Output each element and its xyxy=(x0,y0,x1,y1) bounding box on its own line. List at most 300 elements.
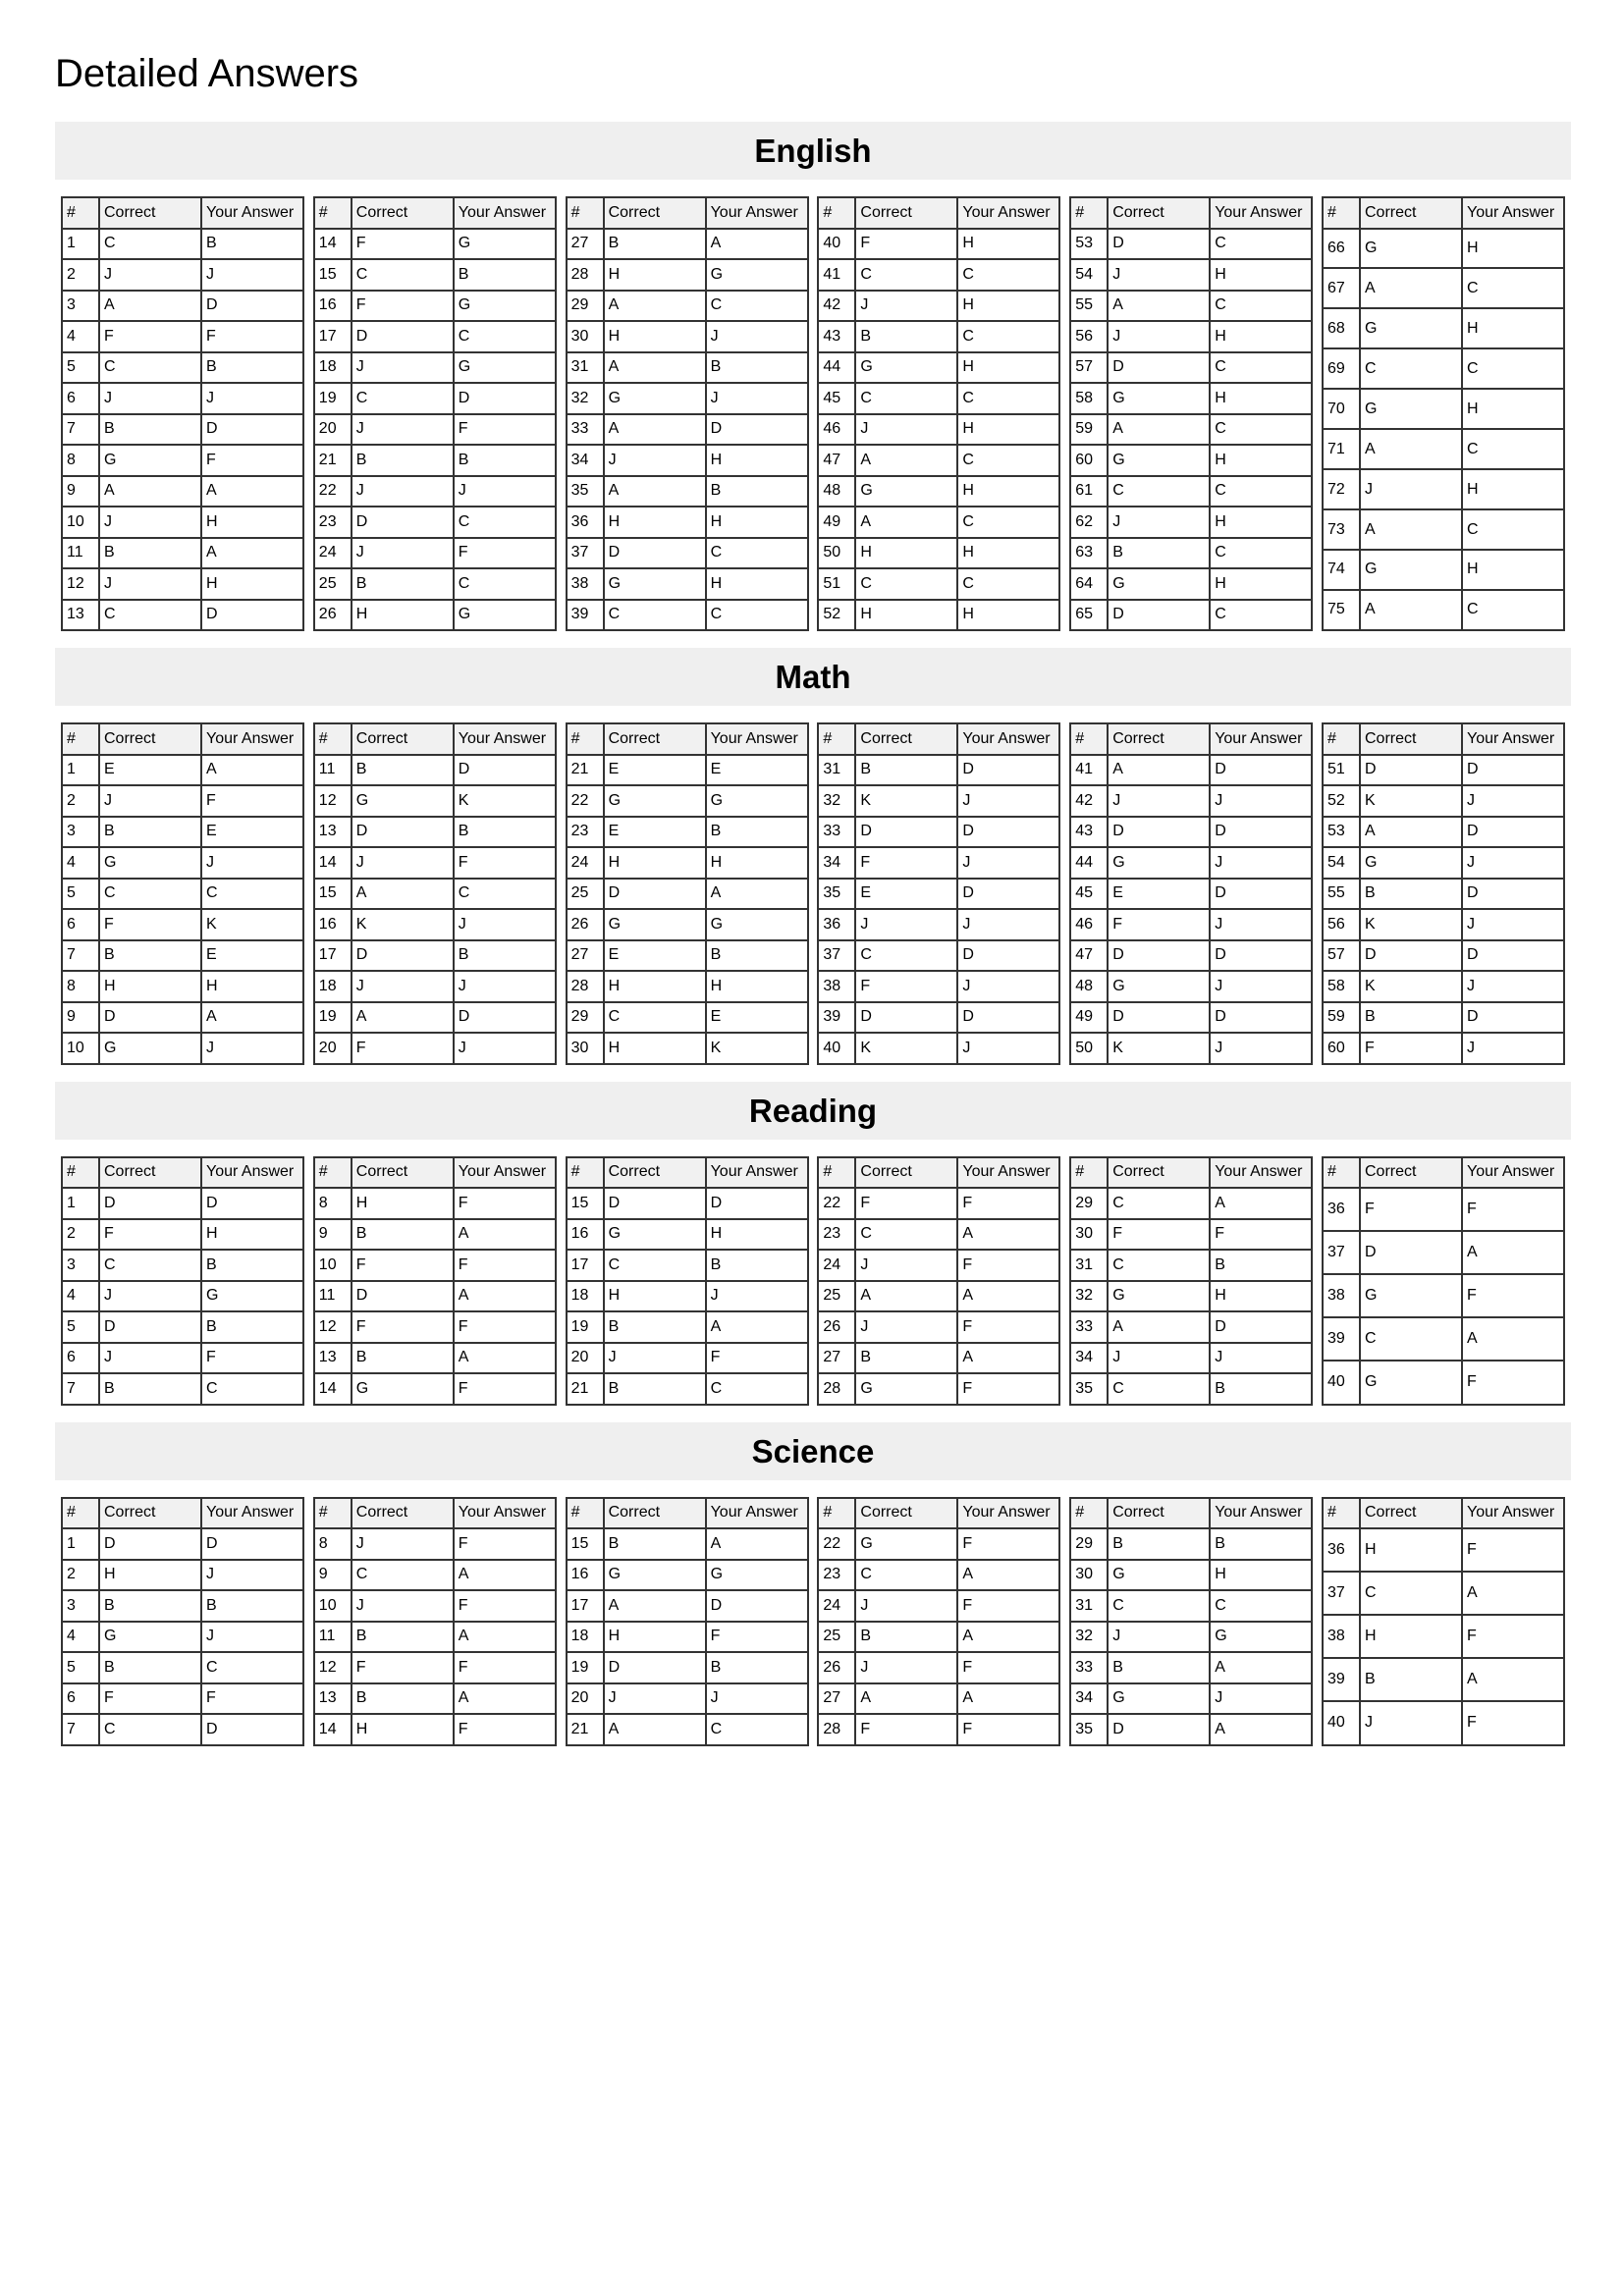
question-number: 37 xyxy=(1323,1572,1360,1615)
your-answer: J xyxy=(1210,1683,1312,1715)
question-number: 14 xyxy=(314,847,352,879)
table-row xyxy=(1070,1714,1312,1745)
your-answer: C xyxy=(706,1373,808,1405)
correct-answer: D xyxy=(604,1652,706,1683)
correct-answer: H xyxy=(604,971,706,1002)
correct-answer: J xyxy=(855,1250,957,1281)
your-answer: H xyxy=(1210,383,1312,414)
your-answer: F xyxy=(957,1373,1059,1405)
table-row xyxy=(818,445,1059,476)
column-header-correct: Correct xyxy=(604,723,706,755)
question-number: 51 xyxy=(818,568,855,600)
correct-answer: G xyxy=(99,1622,201,1653)
your-answer: J xyxy=(454,476,556,507)
table-row xyxy=(1070,476,1312,507)
correct-answer: F xyxy=(1360,1033,1462,1064)
column-header-correct: Correct xyxy=(1108,197,1210,229)
question-number: 7 xyxy=(62,414,99,446)
correct-answer: J xyxy=(1108,259,1210,291)
your-answer: J xyxy=(706,1683,808,1715)
your-answer: C xyxy=(1210,414,1312,446)
table-row xyxy=(314,940,556,972)
your-answer: C xyxy=(1210,600,1312,631)
correct-answer: J xyxy=(352,476,454,507)
your-answer: F xyxy=(1462,1188,1564,1231)
table-row xyxy=(818,785,1059,817)
your-answer: G xyxy=(454,291,556,322)
your-answer: G xyxy=(706,1560,808,1591)
correct-answer: K xyxy=(1360,971,1462,1002)
correct-answer: G xyxy=(604,568,706,600)
table-row xyxy=(62,568,303,600)
table-row xyxy=(314,229,556,260)
table-header-row xyxy=(1070,197,1312,229)
your-answer: J xyxy=(1462,1033,1564,1064)
correct-answer: A xyxy=(352,1002,454,1034)
answer-table xyxy=(61,722,304,1065)
column-header-number: # xyxy=(1323,197,1360,229)
correct-answer: B xyxy=(99,940,201,972)
question-number: 56 xyxy=(1323,909,1360,940)
table-row xyxy=(62,1250,303,1281)
question-number: 18 xyxy=(567,1622,604,1653)
correct-answer: J xyxy=(855,291,957,322)
correct-answer: J xyxy=(99,785,201,817)
question-number: 34 xyxy=(818,847,855,879)
your-answer: D xyxy=(1210,1311,1312,1343)
table-row xyxy=(62,879,303,910)
column-header-correct: Correct xyxy=(855,1498,957,1529)
your-answer: D xyxy=(957,755,1059,786)
question-number: 36 xyxy=(567,507,604,538)
table-row xyxy=(818,879,1059,910)
correct-answer: G xyxy=(1108,568,1210,600)
question-number: 43 xyxy=(818,321,855,352)
table-row xyxy=(62,1311,303,1343)
correct-answer: D xyxy=(604,1188,706,1219)
your-answer: C xyxy=(454,568,556,600)
table-row xyxy=(314,352,556,384)
correct-answer: H xyxy=(604,321,706,352)
table-row xyxy=(818,229,1059,260)
correct-answer: G xyxy=(1360,229,1462,269)
your-answer: D xyxy=(1210,879,1312,910)
your-answer: A xyxy=(454,1622,556,1653)
question-number: 11 xyxy=(314,755,352,786)
correct-answer: D xyxy=(604,879,706,910)
question-number: 48 xyxy=(1070,971,1108,1002)
table-row xyxy=(62,1281,303,1312)
correct-answer: J xyxy=(604,445,706,476)
correct-answer: F xyxy=(1108,1219,1210,1251)
correct-answer: E xyxy=(99,755,201,786)
question-number: 4 xyxy=(62,321,99,352)
your-answer: A xyxy=(706,879,808,910)
correct-answer: D xyxy=(99,1188,201,1219)
your-answer: H xyxy=(706,445,808,476)
column-header-correct: Correct xyxy=(604,1498,706,1529)
correct-answer: B xyxy=(1108,1652,1210,1683)
question-number: 1 xyxy=(62,229,99,260)
table-row xyxy=(314,1590,556,1622)
your-answer: B xyxy=(201,352,303,384)
your-answer: J xyxy=(957,785,1059,817)
table-row xyxy=(567,1622,808,1653)
table-row xyxy=(818,259,1059,291)
your-answer: C xyxy=(454,879,556,910)
your-answer: F xyxy=(1462,1701,1564,1744)
table-row xyxy=(62,755,303,786)
your-answer: D xyxy=(957,817,1059,848)
your-answer: A xyxy=(957,1281,1059,1312)
your-answer: F xyxy=(957,1311,1059,1343)
table-row xyxy=(1323,1528,1564,1572)
table-row xyxy=(62,1683,303,1715)
correct-answer: C xyxy=(604,1002,706,1034)
your-answer: D xyxy=(201,1188,303,1219)
question-number: 16 xyxy=(314,909,352,940)
correct-answer: G xyxy=(604,383,706,414)
column-header-your-answer: Your Answer xyxy=(1210,723,1312,755)
your-answer: F xyxy=(201,785,303,817)
correct-answer: E xyxy=(604,817,706,848)
table-header-row xyxy=(818,1157,1059,1189)
table-row xyxy=(1323,268,1564,308)
question-number: 4 xyxy=(62,1622,99,1653)
table-row xyxy=(314,1560,556,1591)
table-row xyxy=(314,817,556,848)
question-number: 75 xyxy=(1323,590,1360,630)
question-number: 68 xyxy=(1323,308,1360,348)
your-answer: B xyxy=(706,1250,808,1281)
correct-answer: G xyxy=(1108,383,1210,414)
your-answer: H xyxy=(1210,507,1312,538)
correct-answer: B xyxy=(855,1622,957,1653)
correct-answer: A xyxy=(1108,1311,1210,1343)
question-number: 33 xyxy=(1070,1652,1108,1683)
table-row xyxy=(1070,259,1312,291)
correct-answer: G xyxy=(1108,1281,1210,1312)
table-row xyxy=(1323,1658,1564,1701)
correct-answer: G xyxy=(1360,1361,1462,1404)
your-answer: A xyxy=(454,1219,556,1251)
question-number: 67 xyxy=(1323,268,1360,308)
your-answer: J xyxy=(454,1033,556,1064)
correct-answer: G xyxy=(352,785,454,817)
correct-answer: C xyxy=(1360,348,1462,389)
table-row xyxy=(1070,1250,1312,1281)
correct-answer: G xyxy=(1108,1683,1210,1715)
question-number: 40 xyxy=(1323,1701,1360,1744)
answer-table xyxy=(1322,196,1565,631)
question-number: 46 xyxy=(1070,909,1108,940)
answer-table xyxy=(1069,1497,1313,1746)
table-row xyxy=(1070,445,1312,476)
your-answer: F xyxy=(454,1528,556,1560)
your-answer: H xyxy=(957,229,1059,260)
table-row xyxy=(1323,879,1564,910)
table-row xyxy=(818,1311,1059,1343)
question-number: 5 xyxy=(62,1652,99,1683)
your-answer: H xyxy=(201,507,303,538)
correct-answer: C xyxy=(1108,1373,1210,1405)
correct-answer: C xyxy=(99,229,201,260)
table-header-row xyxy=(1323,197,1564,229)
your-answer: B xyxy=(201,229,303,260)
your-answer: F xyxy=(1462,1361,1564,1404)
your-answer: A xyxy=(1210,1188,1312,1219)
correct-answer: H xyxy=(1360,1528,1462,1572)
correct-answer: F xyxy=(352,1311,454,1343)
correct-answer: B xyxy=(99,817,201,848)
correct-answer: F xyxy=(99,1219,201,1251)
question-number: 21 xyxy=(567,1714,604,1745)
question-number: 12 xyxy=(62,568,99,600)
question-number: 44 xyxy=(818,352,855,384)
table-row xyxy=(818,1188,1059,1219)
your-answer: H xyxy=(957,352,1059,384)
table-row xyxy=(1070,1652,1312,1683)
correct-answer: A xyxy=(604,291,706,322)
your-answer: E xyxy=(706,755,808,786)
table-row xyxy=(818,940,1059,972)
table-header-row xyxy=(818,197,1059,229)
your-answer: C xyxy=(1462,509,1564,550)
question-number: 4 xyxy=(62,847,99,879)
question-number: 40 xyxy=(1323,1361,1360,1404)
column-header-number: # xyxy=(314,1157,352,1189)
correct-answer: J xyxy=(1360,469,1462,509)
your-answer: D xyxy=(1462,817,1564,848)
question-number: 24 xyxy=(818,1590,855,1622)
table-row xyxy=(62,1002,303,1034)
your-answer: C xyxy=(1462,429,1564,469)
correct-answer: J xyxy=(1108,1343,1210,1374)
correct-answer: C xyxy=(99,879,201,910)
table-row xyxy=(314,600,556,631)
correct-answer: D xyxy=(1108,352,1210,384)
table-row xyxy=(567,1714,808,1745)
correct-answer: K xyxy=(1360,785,1462,817)
answer-tables-row xyxy=(55,706,1571,1065)
question-number: 54 xyxy=(1070,259,1108,291)
table-row xyxy=(567,785,808,817)
table-row xyxy=(314,909,556,940)
table-row xyxy=(1323,550,1564,590)
question-number: 55 xyxy=(1323,879,1360,910)
table-row xyxy=(818,383,1059,414)
correct-answer: B xyxy=(352,1343,454,1374)
your-answer: E xyxy=(201,817,303,848)
question-number: 36 xyxy=(1323,1528,1360,1572)
table-row xyxy=(1070,1683,1312,1715)
table-row xyxy=(62,1219,303,1251)
table-row xyxy=(1070,755,1312,786)
question-number: 57 xyxy=(1323,940,1360,972)
correct-answer: G xyxy=(1360,1274,1462,1317)
your-answer: F xyxy=(201,1343,303,1374)
your-answer: B xyxy=(706,476,808,507)
table-row xyxy=(62,847,303,879)
correct-answer: F xyxy=(99,1683,201,1715)
your-answer: A xyxy=(957,1343,1059,1374)
your-answer: H xyxy=(706,507,808,538)
your-answer: F xyxy=(454,414,556,446)
correct-answer: E xyxy=(604,755,706,786)
answers-page xyxy=(55,0,1571,1763)
question-number: 3 xyxy=(62,1590,99,1622)
table-row xyxy=(1323,1317,1564,1361)
question-number: 55 xyxy=(1070,291,1108,322)
your-answer: A xyxy=(957,1683,1059,1715)
question-number: 3 xyxy=(62,1250,99,1281)
correct-answer: D xyxy=(1360,940,1462,972)
table-row xyxy=(1070,971,1312,1002)
question-number: 25 xyxy=(314,568,352,600)
correct-answer: C xyxy=(1108,476,1210,507)
table-row xyxy=(567,229,808,260)
section-math xyxy=(55,648,1571,1065)
table-row xyxy=(1070,568,1312,600)
table-row xyxy=(818,1373,1059,1405)
question-number: 3 xyxy=(62,291,99,322)
correct-answer: A xyxy=(1360,429,1462,469)
your-answer: K xyxy=(706,1033,808,1064)
question-number: 34 xyxy=(567,445,604,476)
table-row xyxy=(62,817,303,848)
correct-answer: K xyxy=(855,785,957,817)
correct-answer: B xyxy=(1360,879,1462,910)
column-header-correct: Correct xyxy=(99,197,201,229)
your-answer: C xyxy=(957,445,1059,476)
answer-table xyxy=(1322,1497,1565,1746)
question-number: 2 xyxy=(62,1219,99,1251)
table-row xyxy=(818,414,1059,446)
correct-answer: J xyxy=(855,1652,957,1683)
question-number: 53 xyxy=(1070,229,1108,260)
your-answer: D xyxy=(201,600,303,631)
your-answer: A xyxy=(706,1528,808,1560)
table-row xyxy=(567,1652,808,1683)
column-header-number: # xyxy=(567,1498,604,1529)
question-number: 23 xyxy=(567,817,604,848)
correct-answer: B xyxy=(855,321,957,352)
correct-answer: K xyxy=(1108,1033,1210,1064)
question-number: 42 xyxy=(1070,785,1108,817)
table-row xyxy=(62,445,303,476)
table-row xyxy=(62,1343,303,1374)
your-answer: A xyxy=(454,1343,556,1374)
table-row xyxy=(818,321,1059,352)
correct-answer: A xyxy=(99,476,201,507)
column-header-your-answer: Your Answer xyxy=(706,1157,808,1189)
table-row xyxy=(567,879,808,910)
table-row xyxy=(818,352,1059,384)
table-row xyxy=(818,971,1059,1002)
your-answer: B xyxy=(706,817,808,848)
correct-answer: K xyxy=(1360,909,1462,940)
correct-answer: F xyxy=(99,321,201,352)
question-number: 36 xyxy=(818,909,855,940)
correct-answer: B xyxy=(352,568,454,600)
column-header-correct: Correct xyxy=(99,1157,201,1189)
your-answer: C xyxy=(1462,348,1564,389)
column-header-correct: Correct xyxy=(99,1498,201,1529)
table-row xyxy=(314,538,556,569)
section-header: Math xyxy=(55,648,1571,706)
correct-answer: B xyxy=(99,538,201,569)
question-number: 27 xyxy=(567,229,604,260)
correct-answer: D xyxy=(855,1002,957,1034)
your-answer: D xyxy=(1210,940,1312,972)
table-row xyxy=(567,1250,808,1281)
table-row xyxy=(314,476,556,507)
correct-answer: F xyxy=(352,291,454,322)
question-number: 13 xyxy=(314,817,352,848)
question-number: 15 xyxy=(567,1528,604,1560)
table-row xyxy=(1070,1033,1312,1064)
table-row xyxy=(314,414,556,446)
column-header-number: # xyxy=(62,723,99,755)
your-answer: J xyxy=(706,321,808,352)
column-header-correct: Correct xyxy=(855,723,957,755)
table-row xyxy=(1070,1281,1312,1312)
question-number: 47 xyxy=(1070,940,1108,972)
column-header-correct: Correct xyxy=(1360,197,1462,229)
correct-answer: B xyxy=(352,1219,454,1251)
correct-answer: B xyxy=(352,1622,454,1653)
table-row xyxy=(567,1590,808,1622)
your-answer: A xyxy=(201,476,303,507)
table-row xyxy=(818,1714,1059,1745)
answer-table xyxy=(61,1156,304,1406)
question-number: 14 xyxy=(314,1714,352,1745)
correct-answer: D xyxy=(1360,755,1462,786)
your-answer: J xyxy=(706,1281,808,1312)
answer-tables-row xyxy=(55,1140,1571,1406)
correct-answer: B xyxy=(352,755,454,786)
correct-answer: C xyxy=(604,600,706,631)
table-row xyxy=(1323,1033,1564,1064)
your-answer: F xyxy=(706,1622,808,1653)
column-header-number: # xyxy=(818,197,855,229)
table-row xyxy=(314,1528,556,1560)
question-number: 6 xyxy=(62,1683,99,1715)
question-number: 39 xyxy=(818,1002,855,1034)
correct-answer: A xyxy=(604,476,706,507)
question-number: 28 xyxy=(567,971,604,1002)
your-answer: J xyxy=(957,909,1059,940)
correct-answer: G xyxy=(1108,847,1210,879)
question-number: 33 xyxy=(818,817,855,848)
your-answer: A xyxy=(1462,1572,1564,1615)
table-row xyxy=(1070,1311,1312,1343)
correct-answer: A xyxy=(1108,291,1210,322)
correct-answer: H xyxy=(855,538,957,569)
table-row xyxy=(1323,1188,1564,1231)
your-answer: C xyxy=(201,1373,303,1405)
your-answer: F xyxy=(1210,1219,1312,1251)
question-number: 50 xyxy=(818,538,855,569)
column-header-correct: Correct xyxy=(1360,1498,1462,1529)
correct-answer: J xyxy=(855,414,957,446)
question-number: 11 xyxy=(314,1281,352,1312)
correct-answer: D xyxy=(352,507,454,538)
correct-answer: J xyxy=(352,352,454,384)
question-number: 5 xyxy=(62,352,99,384)
column-header-correct: Correct xyxy=(855,197,957,229)
your-answer: F xyxy=(1462,1615,1564,1658)
